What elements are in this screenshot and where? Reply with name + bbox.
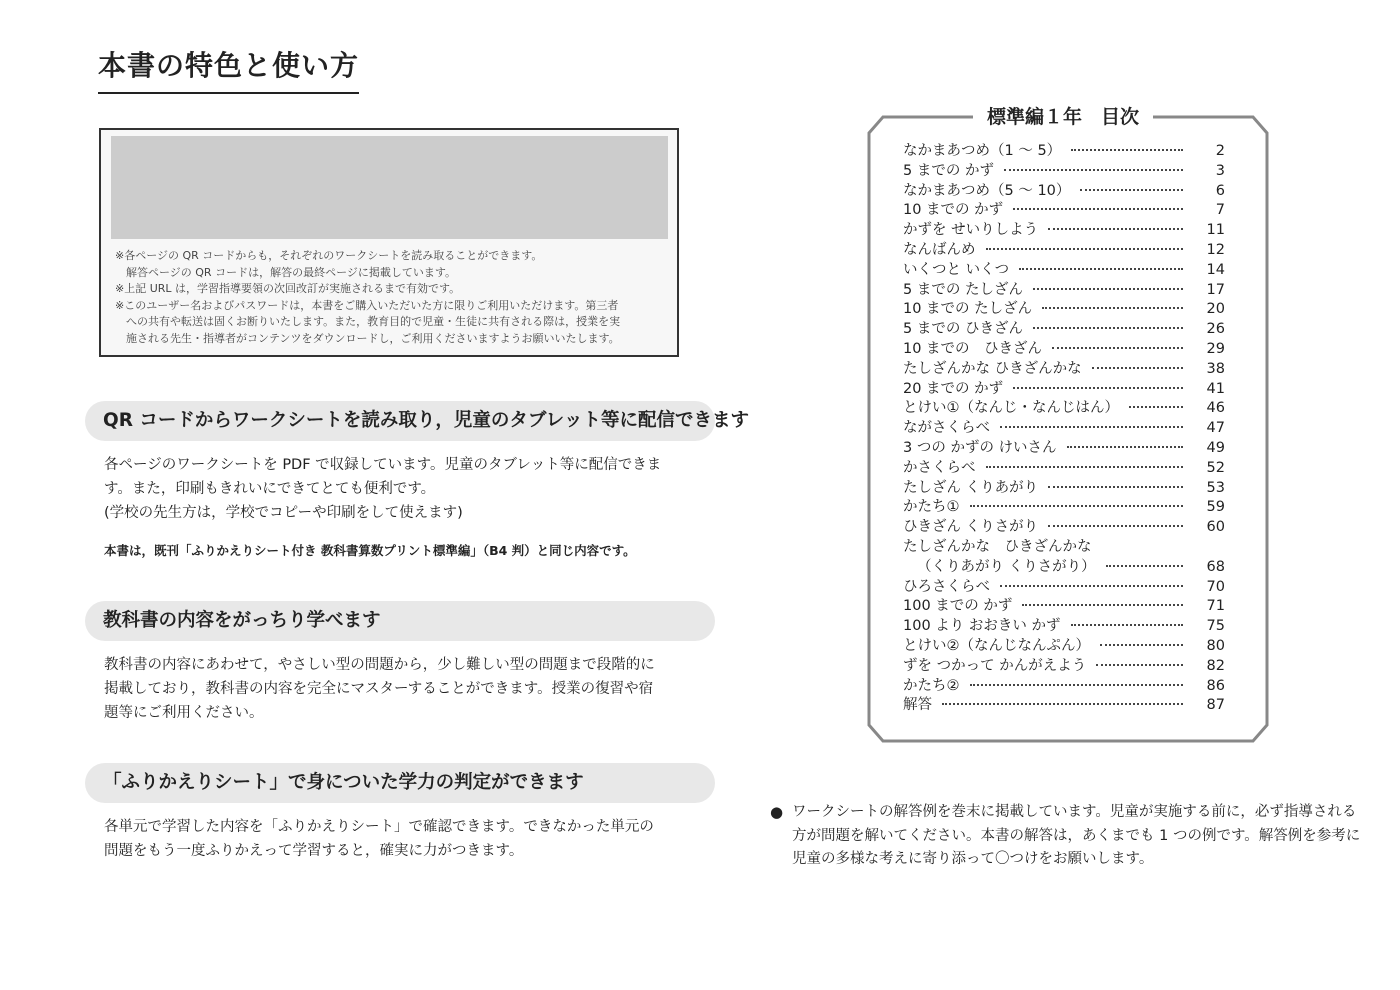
toc-item-page: 20 — [1206, 301, 1225, 318]
toc-item-title: ひきざん くりさがり — [903, 519, 1039, 536]
toc-item — [903, 201, 1225, 221]
toc-item — [903, 617, 1225, 637]
section-heading-textbook: 教科書の内容をがっちり学べます — [85, 601, 715, 641]
toc-leader-dots — [1092, 367, 1183, 369]
toc-item — [903, 380, 1225, 400]
toc-list — [903, 142, 1225, 716]
toc-item-page: 86 — [1206, 677, 1225, 694]
toc-item — [903, 459, 1225, 479]
toc-item-page: 82 — [1206, 657, 1225, 674]
url-note: ※上記 URL は，学習指導要領の次回改訂が実施されるまで有効です。 — [115, 282, 461, 296]
toc-item-title: かたち② — [903, 677, 960, 694]
body-line: 各単元で学習した内容を「ふりかえりシート」で確認できます。できなかった単元の — [104, 819, 654, 835]
body-line: 題等にご利用ください。 — [104, 705, 264, 721]
toc-item-title: 100 より おおきい かず — [903, 618, 1061, 635]
toc-item-page: 47 — [1206, 420, 1225, 437]
toc-item — [903, 578, 1225, 598]
toc-leader-dots — [1013, 387, 1183, 389]
same-content-note: 本書は，既刊「ふりかえりシート付き 教科書算数プリント標準編」（B4 判）と同じ内容です。 — [104, 543, 636, 558]
toc-item-title: 3 つの かずの けいさん — [903, 439, 1057, 456]
toc-item — [903, 221, 1225, 241]
toc-item-page: 6 — [1215, 182, 1225, 199]
toc-item — [903, 518, 1225, 538]
toc-item-page: 26 — [1206, 321, 1225, 338]
toc-item-title: 20 までの かず — [903, 380, 1004, 397]
toc-item-page: 2 — [1215, 143, 1225, 159]
bullet-icon: ● — [770, 803, 784, 821]
toc-item — [903, 182, 1225, 202]
body-line: 問題をもう一度ふりかえって学習すると，確実に力がつきます。 — [104, 843, 524, 859]
toc-item — [903, 142, 1225, 162]
toc-item-title: 5 までの ひきざん — [903, 321, 1023, 338]
toc-leader-dots — [1100, 644, 1183, 646]
toc-item-title: なかまあつめ（1 ～ 5） — [903, 143, 1062, 159]
toc-item-title: 10 までの かず — [903, 202, 1004, 219]
toc-item-page: 14 — [1206, 261, 1225, 278]
toc-leader-dots — [986, 248, 1184, 250]
toc-leader-dots — [1000, 585, 1183, 587]
toc-item-page: 3 — [1215, 162, 1225, 179]
toc-item-page: 70 — [1206, 578, 1225, 595]
toc-item — [903, 538, 1225, 558]
toc-item-title: 10 までの たしざん — [903, 301, 1033, 318]
section-heading-review: 「ふりかえりシート」で身についた学力の判定ができます — [85, 763, 715, 803]
toc-leader-dots — [1080, 189, 1183, 191]
toc-item-title: かさくらべ — [903, 459, 976, 476]
toc-item-page: 71 — [1206, 598, 1225, 615]
toc-item — [903, 300, 1225, 320]
toc-item-title: かたち① — [903, 499, 960, 516]
toc-leader-dots — [1106, 565, 1183, 567]
toc-item-title: なんばんめ — [903, 241, 976, 258]
toc-item-title: ずを つかって かんがえよう — [903, 657, 1087, 674]
toc-leader-dots — [1129, 406, 1183, 408]
toc-item-title: かずを せいりしよう — [903, 222, 1039, 239]
toc-item-page: 38 — [1206, 360, 1225, 377]
qr-info-box — [99, 128, 679, 357]
toc-item — [903, 340, 1225, 360]
toc-item-page: 46 — [1206, 400, 1225, 417]
section-heading-qr: QR コードからワークシートを読み取り，児童のタブレット等に配信できます — [85, 401, 715, 441]
toc-leader-dots — [1022, 604, 1183, 606]
body-line: 各ページのワークシートを PDF で収録しています。児童のタブレット等に配信できま — [104, 457, 662, 473]
toc-item-page: 52 — [1206, 459, 1225, 476]
toc-leader-dots — [1071, 149, 1183, 151]
toc-leader-dots — [942, 703, 1183, 705]
toc-leader-dots — [1033, 327, 1183, 329]
body-line: 掲載しており，教科書の内容を完全にマスターすることができます。授業の復習や宿 — [104, 681, 654, 697]
toc-item-title: 5 までの かず — [903, 162, 994, 179]
toc-item — [903, 677, 1225, 697]
body-line: 教科書の内容にあわせて，やさしい型の問題から，少し難しい型の問題まで段階的に — [104, 657, 655, 673]
toc-leader-dots — [1042, 307, 1183, 309]
toc-leader-dots — [970, 505, 1184, 507]
toc-item — [903, 320, 1225, 340]
answer-note — [770, 801, 1370, 872]
toc-item-page: 11 — [1206, 222, 1225, 239]
toc-item-title: 100 までの かず — [903, 598, 1013, 615]
toc-item — [903, 637, 1225, 657]
toc-leader-dots — [1000, 426, 1183, 428]
body-line: (学校の先生方は，学校でコピーや印刷をして使えます) — [104, 505, 463, 521]
section-body-qr — [104, 453, 704, 525]
toc-item-title: いくつと いくつ — [903, 261, 1010, 278]
toc-item — [903, 399, 1225, 419]
toc-item — [903, 360, 1225, 380]
toc-item-page: 17 — [1206, 281, 1225, 298]
qr-notes — [115, 248, 671, 348]
toc-item-page: 80 — [1206, 637, 1225, 654]
toc-leader-dots — [1048, 228, 1183, 230]
toc-leader-dots — [1048, 486, 1183, 488]
toc-leader-dots — [1096, 664, 1183, 666]
toc-leader-dots — [1013, 208, 1183, 210]
toc-item-title: なかまあつめ（5 ～ 10） — [903, 182, 1071, 199]
toc-item-page: 87 — [1206, 697, 1225, 714]
answer-note-text: ワークシートの解答例を巻末に掲載しています。児童が実施する前に，必ず指導される方が問題を解いてください。本書の解答は，あくまでも 1 つの例です。解答例を参考に児童の多様な考えに寄り添って〇つけをお願いします。 — [792, 804, 1361, 867]
section-body-textbook — [104, 653, 704, 725]
toc-item-page: 29 — [1206, 340, 1225, 357]
qr-note: ※各ページの QR コードからも，それぞれのワークシートを読み取ることができます。 解答ページの QR コードは，解答の最終ページに掲載しています。 — [115, 249, 543, 279]
toc-item — [903, 261, 1225, 281]
toc-item-page: 75 — [1206, 618, 1225, 635]
page-title: 本書の特色と使い方 — [98, 44, 359, 94]
toc-item-title: たしざんかな ひきざんかな — [903, 538, 1092, 555]
toc-item-page: 12 — [1206, 241, 1225, 258]
toc-leader-dots — [1004, 169, 1183, 171]
section-body-review — [104, 815, 704, 863]
toc-item-page: 53 — [1206, 479, 1225, 496]
toc-leader-dots — [1067, 446, 1183, 448]
toc-item-title: 10 までの ひきざん — [903, 340, 1043, 357]
toc-leader-dots — [1052, 347, 1183, 349]
toc-item-page: 7 — [1215, 202, 1225, 219]
qr-code-placeholder — [111, 136, 668, 239]
toc-item-title: ひろさくらべ — [903, 578, 990, 595]
toc-item — [903, 439, 1225, 459]
toc-item — [903, 419, 1225, 439]
toc-item-title: たしざんかな ひきざんかな — [903, 360, 1082, 377]
toc-item-page: 49 — [1206, 439, 1225, 456]
toc-leader-dots — [970, 684, 1184, 686]
toc-leader-dots — [1048, 525, 1183, 527]
toc-item-title: （くりあがり くりさがり） — [917, 558, 1096, 575]
toc-item-title: ながさくらべ — [903, 420, 990, 437]
toc-leader-dots — [1033, 288, 1183, 290]
toc-leader-dots — [986, 466, 1184, 468]
toc-item-title: とけい②（なんじなんぷん） — [903, 637, 1090, 654]
toc-item-page: 41 — [1206, 380, 1225, 397]
toc-item-title: 解答 — [903, 697, 932, 714]
body-line: す。また，印刷もきれいにできてとても便利です。 — [104, 481, 436, 497]
toc-item — [903, 696, 1225, 716]
toc-leader-dots — [1071, 624, 1183, 626]
toc-item-title: とけい①（なんじ・なんじはん） — [903, 400, 1119, 417]
toc-item — [903, 241, 1225, 261]
toc-item — [903, 281, 1225, 301]
toc-item — [903, 558, 1225, 578]
toc-item — [903, 498, 1225, 518]
toc-title: 標準編１年 目次 — [973, 103, 1153, 131]
toc-item-page: 59 — [1206, 499, 1225, 516]
toc-leader-dots — [1019, 268, 1183, 270]
toc-item — [903, 657, 1225, 677]
toc-item-page: 68 — [1206, 558, 1225, 575]
toc-item — [903, 162, 1225, 182]
password-note: ※このユーザー名およびパスワードは，本書をご購入いただいた方に限りご利用いただけます。第三者 への共有や転送は固くお断りいたします。また，教育目的で児童・生徒に共有される際は，授業を実 施される先生・指導者がコンテンツをダウンロードし，ご利用くださいますようお願いいたします。 — [115, 298, 621, 345]
toc-item-title: たしざん くりあがり — [903, 479, 1039, 496]
toc-item-page: 60 — [1206, 519, 1225, 536]
toc-item — [903, 479, 1225, 499]
toc-item — [903, 597, 1225, 617]
toc-item-title: 5 までの たしざん — [903, 281, 1023, 298]
